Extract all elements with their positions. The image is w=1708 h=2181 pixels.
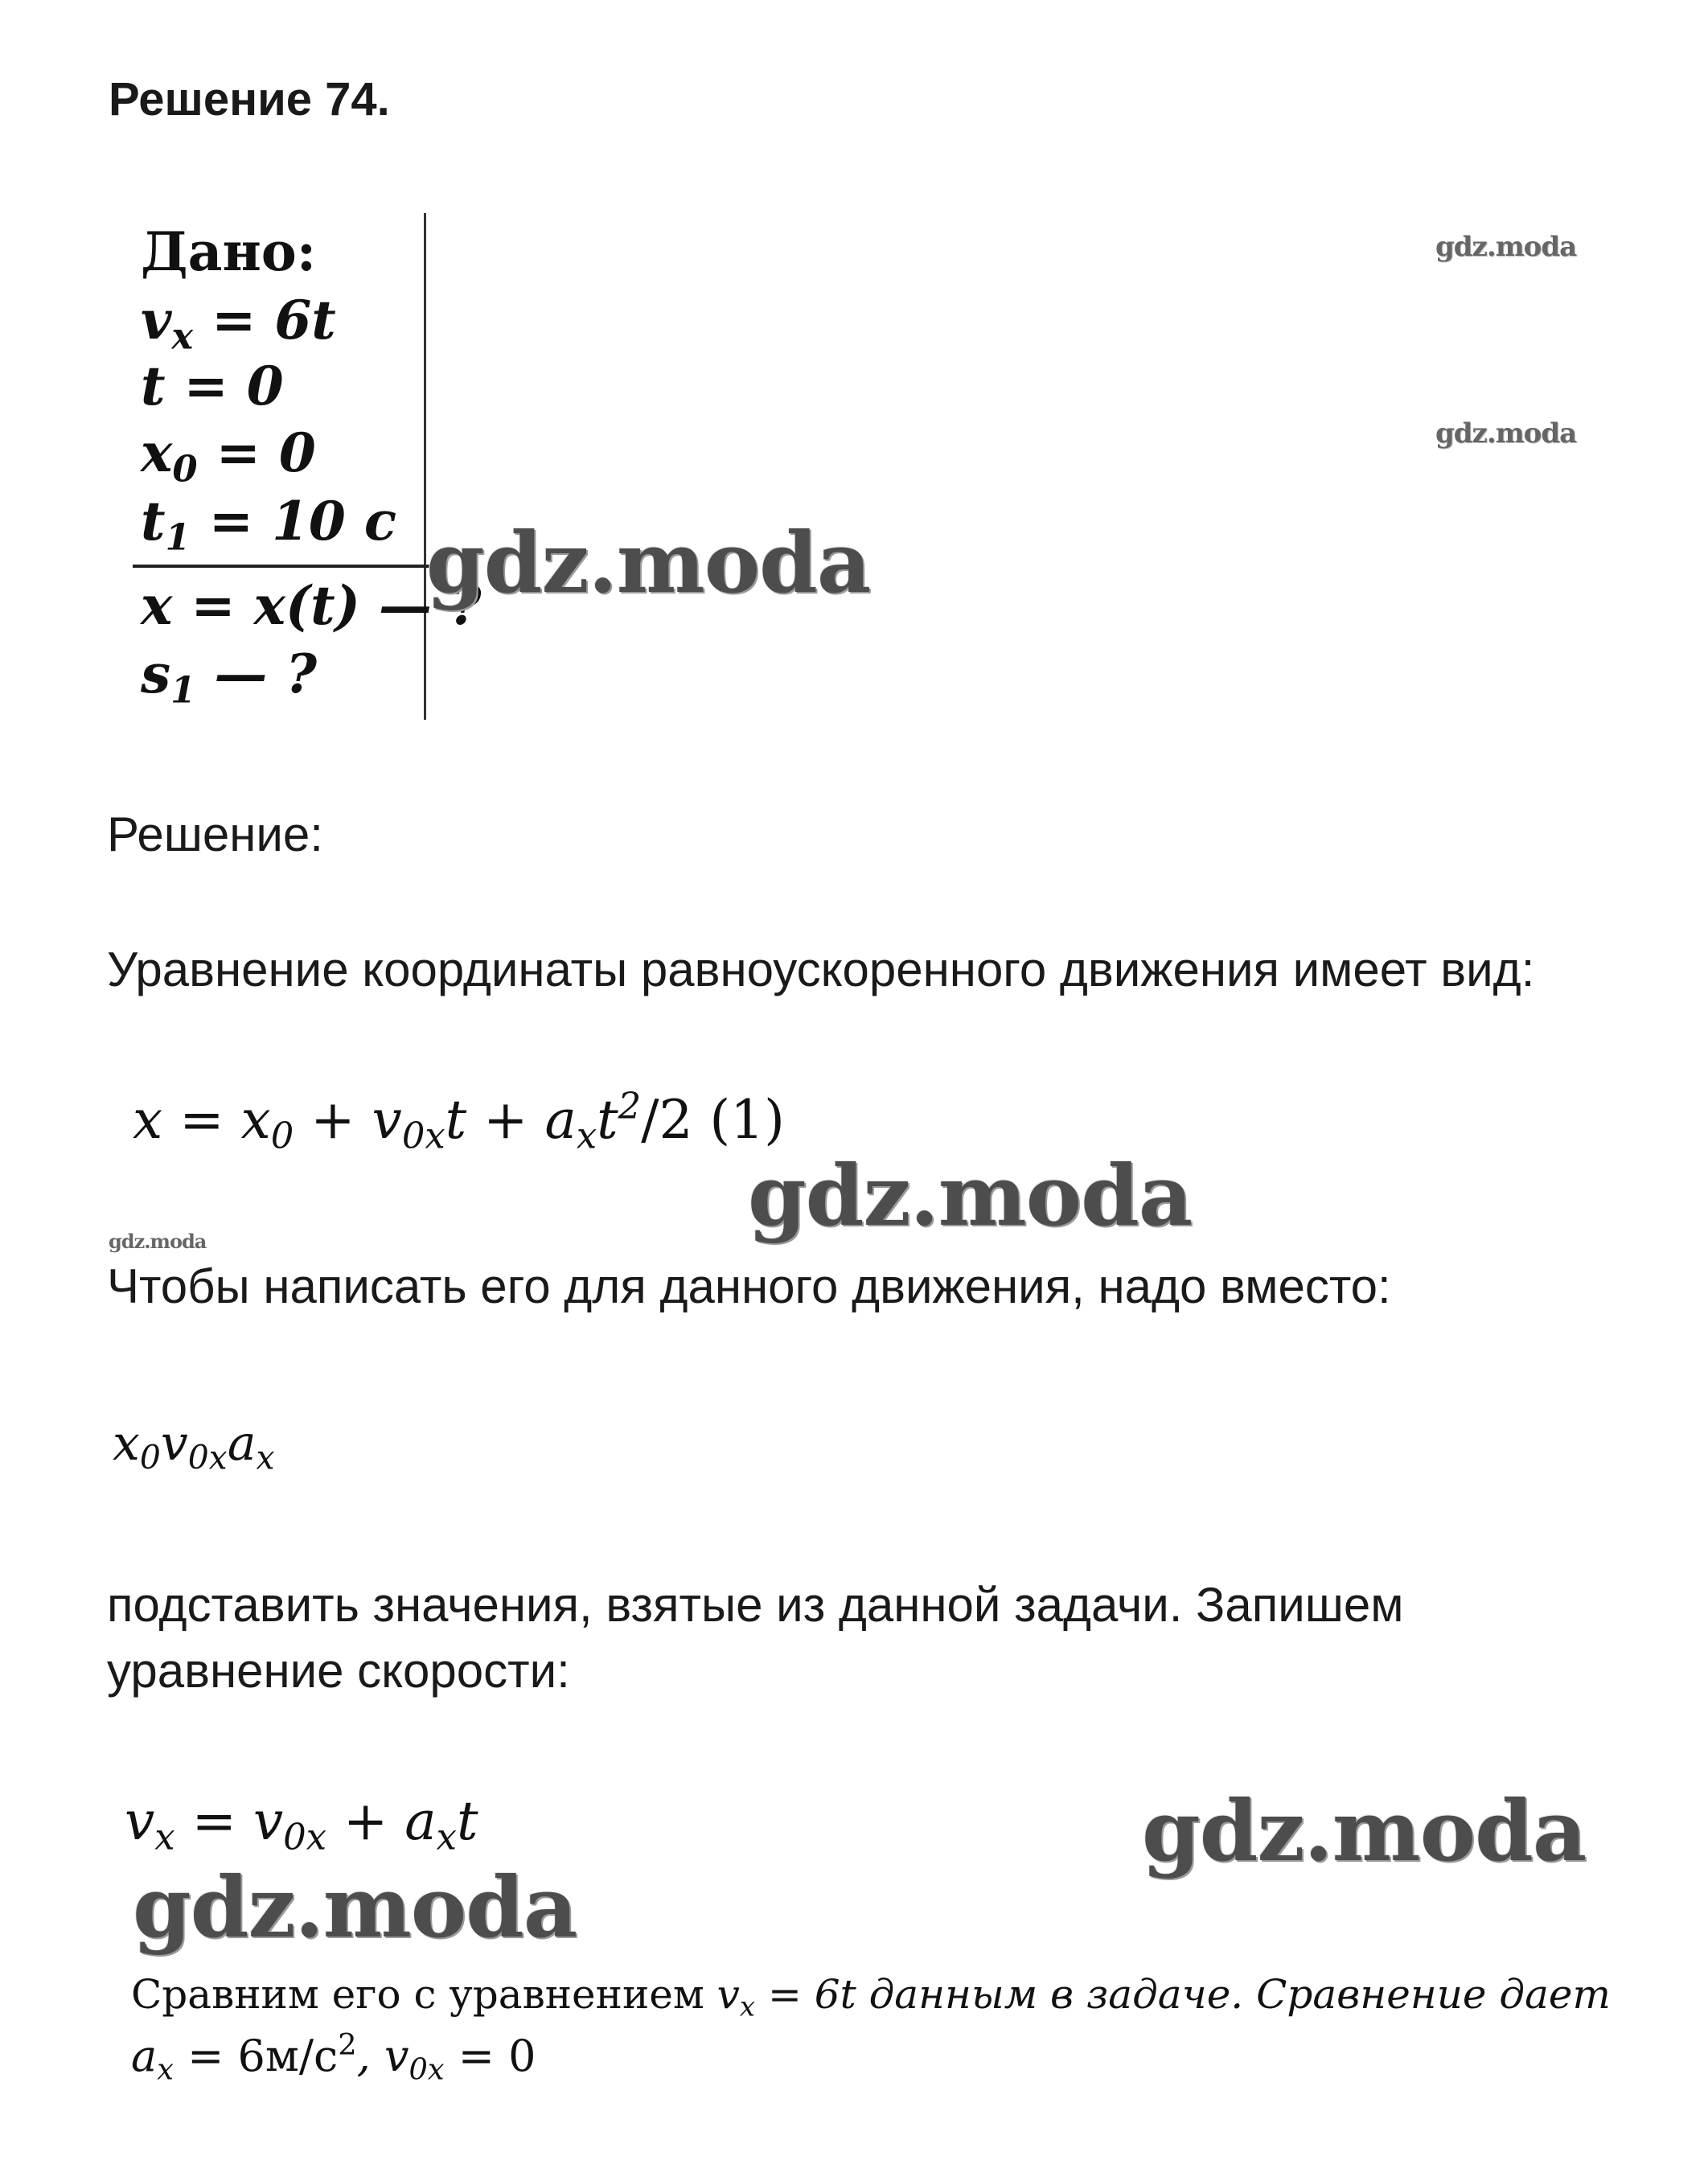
- find-x: x = x(t) — ?: [141, 574, 482, 637]
- given-vertical-divider: [424, 213, 426, 720]
- watermark-small-2: gdz.moda: [1435, 417, 1577, 450]
- comparison-line-1: Сравним его с уравнением $v_x = 6t$ данным в задаче. Сравнение дает: [131, 1971, 1611, 2023]
- watermark-large-1: gdz.moda: [426, 513, 871, 612]
- equation-velocity: $v_x = v_{0x} + a_xt$: [125, 1790, 478, 1859]
- given-horizontal-divider: [133, 565, 434, 568]
- given-header: Дано:: [141, 220, 317, 283]
- watermark-tiny: gdz.moda: [109, 1230, 207, 1253]
- find-s1: $s_1$ — ?: [141, 643, 318, 712]
- given-x0: $x_0 = 0$: [141, 421, 316, 491]
- watermark-large-4: gdz.moda: [133, 1858, 577, 1957]
- variables-list: $x_0v_{0x}a_x$: [113, 1415, 275, 1477]
- paragraph-3-line-2: уравнение скорости:: [107, 1644, 570, 1698]
- paragraph-2: Чтобы написать его для данного движения, надо вместо:: [107, 1259, 1391, 1313]
- given-block: [133, 213, 482, 720]
- paragraph-3-line-1: подставить значения, взятые из данной задачи. Запишем: [107, 1578, 1404, 1632]
- paragraph-1: Уравнение координаты равноускоренного движения имеет вид:: [107, 943, 1535, 996]
- comparison-line-2: $a_x = 6м/с^2$, $v_{0x} = 0$: [131, 2027, 536, 2087]
- page-title: Решение 74.: [109, 73, 390, 125]
- given-t1: $t_1 = 10$ с: [141, 490, 396, 559]
- given-t: t = 0: [141, 355, 284, 417]
- solution-label: Решение:: [107, 807, 323, 861]
- watermark-small-1: gdz.moda: [1435, 231, 1577, 263]
- given-vx: $v_x = 6t$: [141, 289, 336, 358]
- equation-coordinate: $x = x_0 + v_{0x}t + a_xt^2/2$ (1): [133, 1084, 785, 1157]
- watermark-large-2: gdz.moda: [748, 1146, 1193, 1245]
- watermark-large-3: gdz.moda: [1142, 1781, 1587, 1880]
